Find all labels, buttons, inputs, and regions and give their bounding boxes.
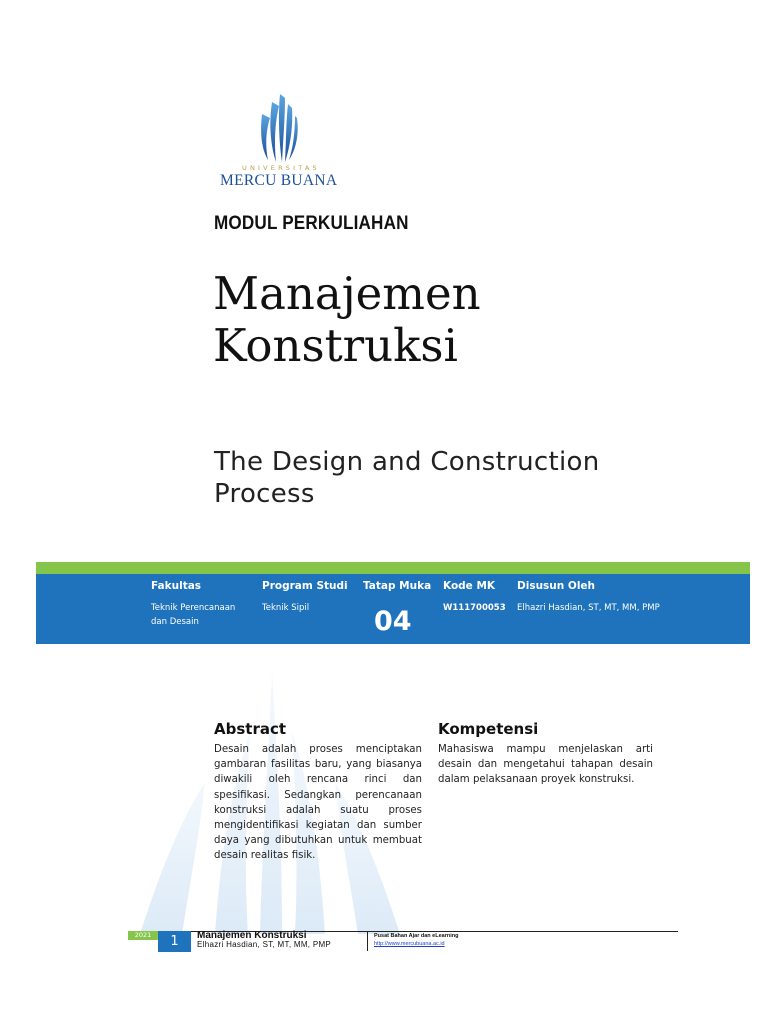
kode-mk-value: W111700053 (443, 603, 506, 613)
footer-course-title: Manajemen Konstruksi (197, 930, 307, 941)
kode-mk-label: Kode MK (443, 580, 496, 592)
kompetensi-heading: Kompetensi (438, 720, 539, 738)
tatap-muka-number: 04 (374, 606, 412, 637)
university-logo-icon (258, 92, 300, 164)
title-line-2: Konstruksi (213, 319, 458, 372)
fakultas-value-line-1: Teknik Perencanaan (151, 603, 236, 613)
document-subtitle (214, 446, 694, 510)
fakultas-value (151, 601, 235, 629)
tatap-muka-label: Tatap Muka (363, 580, 432, 592)
info-band-accent (36, 562, 750, 574)
footer-year: 2021 (128, 931, 158, 940)
logo-universitas-text: UNIVERSITAS (242, 164, 320, 172)
subtitle-line-2: Process (214, 479, 315, 509)
footer-website-link[interactable]: http://www.mercubuana.ac.id (374, 941, 445, 947)
fakultas-value-line-2: dan Desain (151, 617, 199, 627)
footer-divider (367, 931, 368, 951)
abstract-body: Desain adalah proses menciptakan gambaran fasilitas baru, yang biasanya diwakili oleh rencana rinci dan spesifikasi. Sedangkan perencanaan konstruksi adalah suatu proses mengidentifikasi kegiatan dan sumber daya yang dibutuhkan untuk membuat desain realitas fisik. (214, 744, 422, 862)
module-label: MODUL PERKULIAHAN (214, 213, 409, 234)
fakultas-label: Fakultas (151, 580, 202, 592)
disusun-oleh-label: Disusun Oleh (517, 580, 596, 592)
title-line-1: Manajemen (213, 267, 481, 320)
kompetensi-body: Mahasiswa mampu menjelaskan arti desain dan mengetahui tahapan desain dalam pelaksanaan proyek konstruksi. (438, 744, 653, 786)
logo-university-name: MERCU BUANA (220, 172, 338, 189)
document-title (213, 268, 693, 372)
program-studi-value: Teknik Sipil (262, 603, 310, 613)
program-studi-label: Program Studi (262, 580, 348, 592)
subtitle-line-1: The Design and Construction (214, 447, 600, 477)
footer-center-name: Pusat Bahan Ajar dan eLearning (374, 933, 459, 939)
abstract-heading: Abstract (214, 720, 287, 738)
footer-author: Elhazri Hasdian, ST, MT, MM, PMP (197, 940, 332, 949)
footer-page-number: 1 (158, 931, 191, 952)
disusun-oleh-value: Elhazri Hasdian, ST, MT, MM, PMP (517, 603, 660, 613)
